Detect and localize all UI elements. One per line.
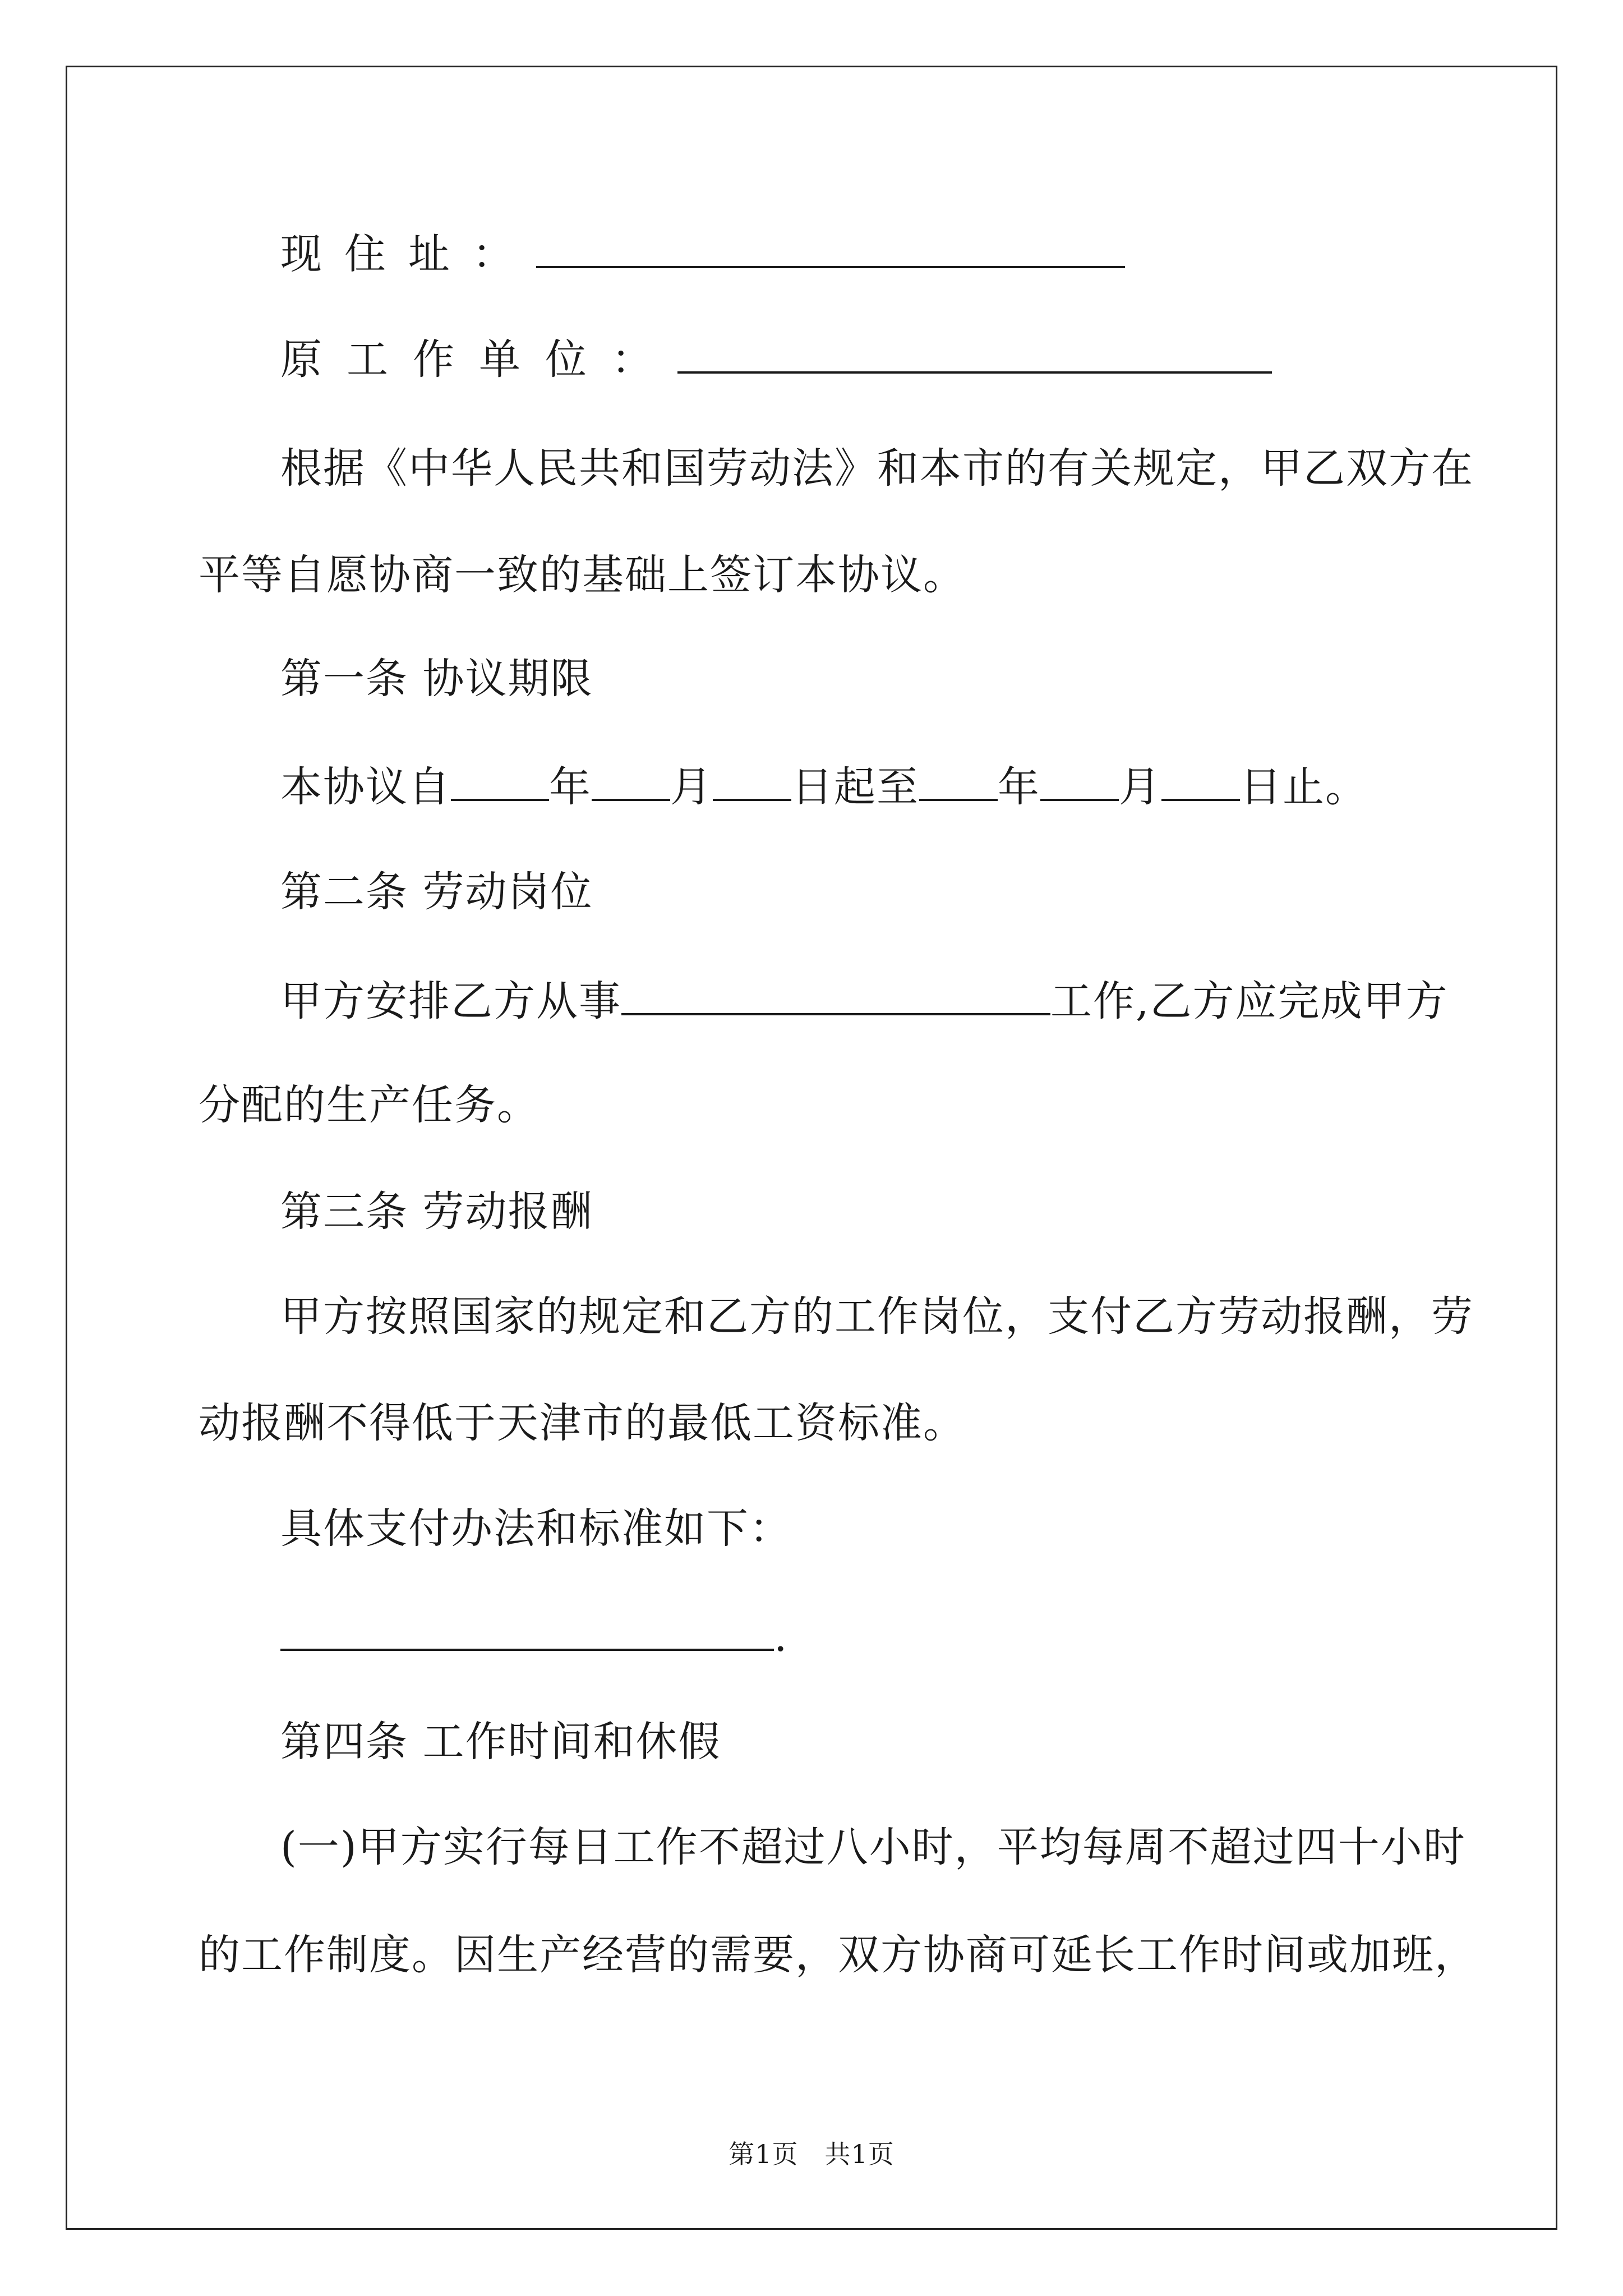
article3-line-1: 甲方按照国家的规定和乙方的工作岗位，支付乙方劳动报酬，劳 [280,1292,1474,1341]
job-blank[interactable] [621,972,1050,1015]
intro-line-2: 平等自愿协商一致的基础上签订本协议。 [199,551,966,599]
end-month-blank[interactable] [1040,757,1119,801]
former-employer-line [280,330,1272,388]
start-year-blank[interactable] [451,757,549,801]
end-year-blank[interactable] [919,757,998,801]
start-year-label: 年 [549,763,592,811]
start-day-blank[interactable] [713,757,791,801]
address-label: 现住址： [280,230,536,278]
article4-line-1: (一)甲方实行每日工作不超过八小时，平均每周不超过四十小时 [280,1823,1466,1871]
article3-title: 第三条 劳动报酬 [280,1188,593,1236]
start-day-label: 日起至 [791,763,919,811]
article3-method: 具体支付办法和标准如下： [280,1504,792,1553]
article2-title: 第二条 劳动岗位 [280,868,593,916]
article2-line-2: 分配的生产任务。 [199,1081,540,1129]
former-employer-label: 原工作单位： [280,335,677,384]
end-month-label: 月 [1119,763,1161,811]
intro-line-1: 根据《中华人民共和国劳动法》和本市的有关规定，甲乙双方在 [280,444,1474,493]
address-line [280,224,1125,282]
article2-prefix: 甲方安排乙方从事 [280,977,621,1025]
article4-line-2: 的工作制度。因生产经营的需要，双方协商可延长工作时间或加班， [199,1931,1477,1979]
article1-period-line [280,757,1368,815]
end-year-label: 年 [998,763,1040,811]
article1-title: 第一条 协议期限 [280,655,593,703]
article4-title: 第四条 工作时间和休假 [280,1718,721,1766]
payment-blank-line [280,1607,789,1665]
start-month-label: 月 [670,763,713,811]
article3-line-2: 动报酬不得低于天津市的最低工资标准。 [199,1399,966,1447]
article1-prefix: 本协议自 [280,763,451,811]
start-month-blank[interactable] [592,757,670,801]
payment-blank[interactable] [280,1607,774,1651]
end-day-label: 日止。 [1240,763,1368,811]
article2-suffix: 工作,乙方应完成甲方 [1050,977,1449,1025]
page-number: 第1页 共1页 [728,2139,895,2169]
address-blank[interactable] [536,224,1125,268]
end-day-blank[interactable] [1161,757,1240,801]
former-employer-blank[interactable] [677,330,1272,374]
payment-blank-period: . [774,1613,789,1661]
article2-line-1 [280,972,1449,1029]
page-border [66,66,1557,2230]
